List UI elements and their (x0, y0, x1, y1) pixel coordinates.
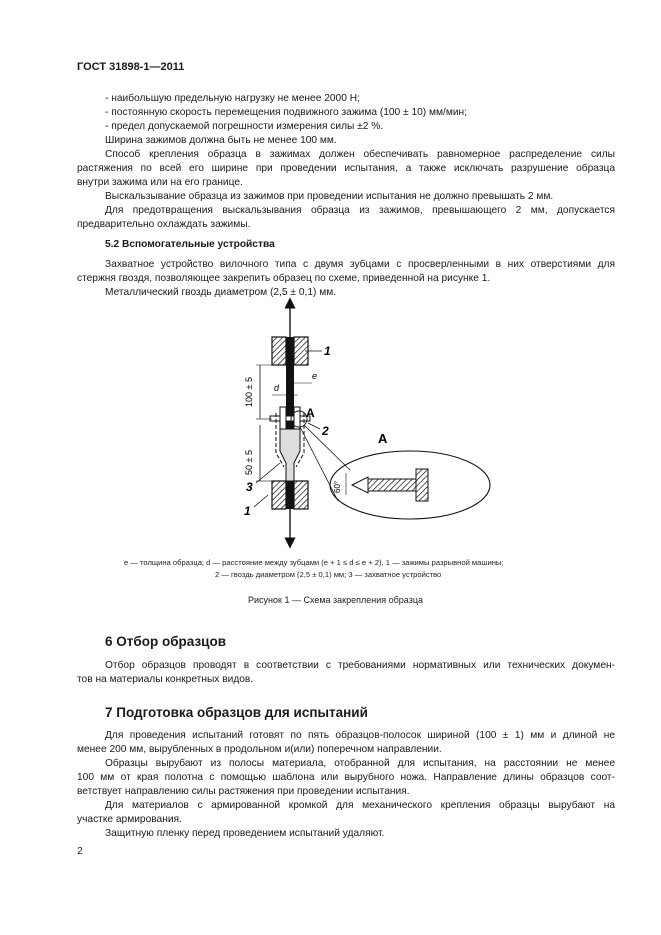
fork-shank (286, 481, 294, 509)
fixture-text-line2: стержня гвоздя, позволяющее закрепить образец по схеме, приведенной на рисунке 1. (77, 273, 491, 284)
bottom-clamp-right (294, 481, 308, 509)
bottom-clamp-left (272, 481, 286, 509)
prep-p2-line3: ветствует направлению силы растяжения при проведении испытания. (77, 786, 410, 797)
slip-prevent-line1: Для предотвращения выскальзывания образца из зажимов, превышающего 2 мм, допускается (105, 205, 615, 216)
grip-width-text: Ширина зажимов должна быть не менее 100 мм. (105, 135, 337, 146)
fork-body (280, 429, 300, 481)
label-dim-100: 100 ± 5 (244, 377, 254, 407)
label-dim-50: 50 ± 5 (244, 450, 254, 475)
slip-prevent-line2: предварительно охлаждать зажимы. (77, 219, 251, 230)
section-6-heading: 6 Отбор образцов (105, 634, 227, 649)
label-3: 3 (246, 480, 253, 494)
nail-head (416, 469, 428, 501)
fixture-text-line1: Захватное устройство вилочного типа с двумя зубцами с просверленными в них отверстиями для (105, 259, 615, 270)
prep-p2-line1: Образцы вырубают из полосы материала, отобранной для испытания, на расстоянии не менее (105, 758, 615, 769)
section-5-2-heading: 5.2 Вспомогательные устройства (105, 239, 275, 250)
figure-legend-line1: e — толщина образца; d — расстояние между зубцами (e + 1 ≤ d ≤ e + 2), 1 — зажимы разрывной машины; (124, 558, 504, 567)
label-1-top: 1 (324, 344, 331, 358)
prep-p2-line2: 100 мм от края полотна с помощью шаблона или вырубного ножа. Направление длины образцов соот- (77, 772, 615, 783)
prep-p1-line1: Для проведения испытаний готовят по пять образцов-полосок шириной (100 ± 1) мм и длиной не (105, 730, 615, 741)
page-number: 2 (77, 845, 83, 857)
label-angle: 60° (333, 480, 342, 493)
label-1-bottom: 1 (244, 504, 251, 518)
prep-p3-line2: участке армирования. (77, 814, 182, 825)
document-header: ГОСТ 31898-1—2011 (77, 61, 185, 73)
label-2: 2 (322, 424, 329, 438)
slip-text: Выскальзывание образца из зажимов при проведении испытания не должно превышать 2 мм. (105, 191, 554, 202)
section-7-heading: 7 Подготовка образцов для испытаний (105, 705, 368, 720)
grip-method-line1: Способ крепления образца в зажимах должен обеспечивать равномерное распределение силы (105, 149, 615, 160)
bullet-force-error: - предел допускаемой погрешности измерения силы ±2 %. (105, 121, 384, 132)
bullet-clamp-speed: - постоянную скорость перемещения подвижного зажима (100 ± 10) мм/мин; (105, 107, 468, 118)
prep-p1-line2: менее 200 мм, вырубленных в продольном и(или) поперечном направлении. (77, 744, 442, 755)
label-d: d (274, 383, 280, 393)
nail-tip (352, 477, 368, 493)
sampling-text-line2: тов на материалы конкретных видов. (77, 674, 254, 685)
label-a: A (306, 406, 315, 420)
figure-1-diagram (200, 295, 500, 550)
label-e: e (312, 371, 318, 381)
top-clamp-left (272, 337, 286, 365)
prep-p4: Защитную пленку перед проведением испытаний удаляют. (105, 828, 385, 839)
bullet-max-load: - наибольшую предельную нагрузку не менее 2000 Н; (105, 93, 360, 104)
label-a-detail: A (378, 431, 388, 446)
sampling-text-line1: Отбор образцов проводят в соответствии с требованиями нормативных или технических докумен- (105, 660, 615, 671)
grip-method-line3: внутри зажима или на его границе. (77, 177, 243, 188)
figure-caption: Рисунок 1 — Схема закрепления образца (248, 595, 423, 605)
nail-text: Металлический гвоздь диаметром (2,5 ± 0,1) мм. (105, 287, 337, 298)
figure-legend-line2: 2 — гвоздь диаметром (2,5 ± 0,1) мм; 3 — захватное устройство (215, 570, 442, 579)
prep-p3-line1: Для материалов с армированной кромкой для механического крепления образцы вырубают на (105, 800, 615, 811)
nail-shaft (368, 479, 416, 491)
grip-method-line2: растяжения по всей его ширине при проведении испытания, а также исключать разрушение образца (77, 163, 615, 174)
